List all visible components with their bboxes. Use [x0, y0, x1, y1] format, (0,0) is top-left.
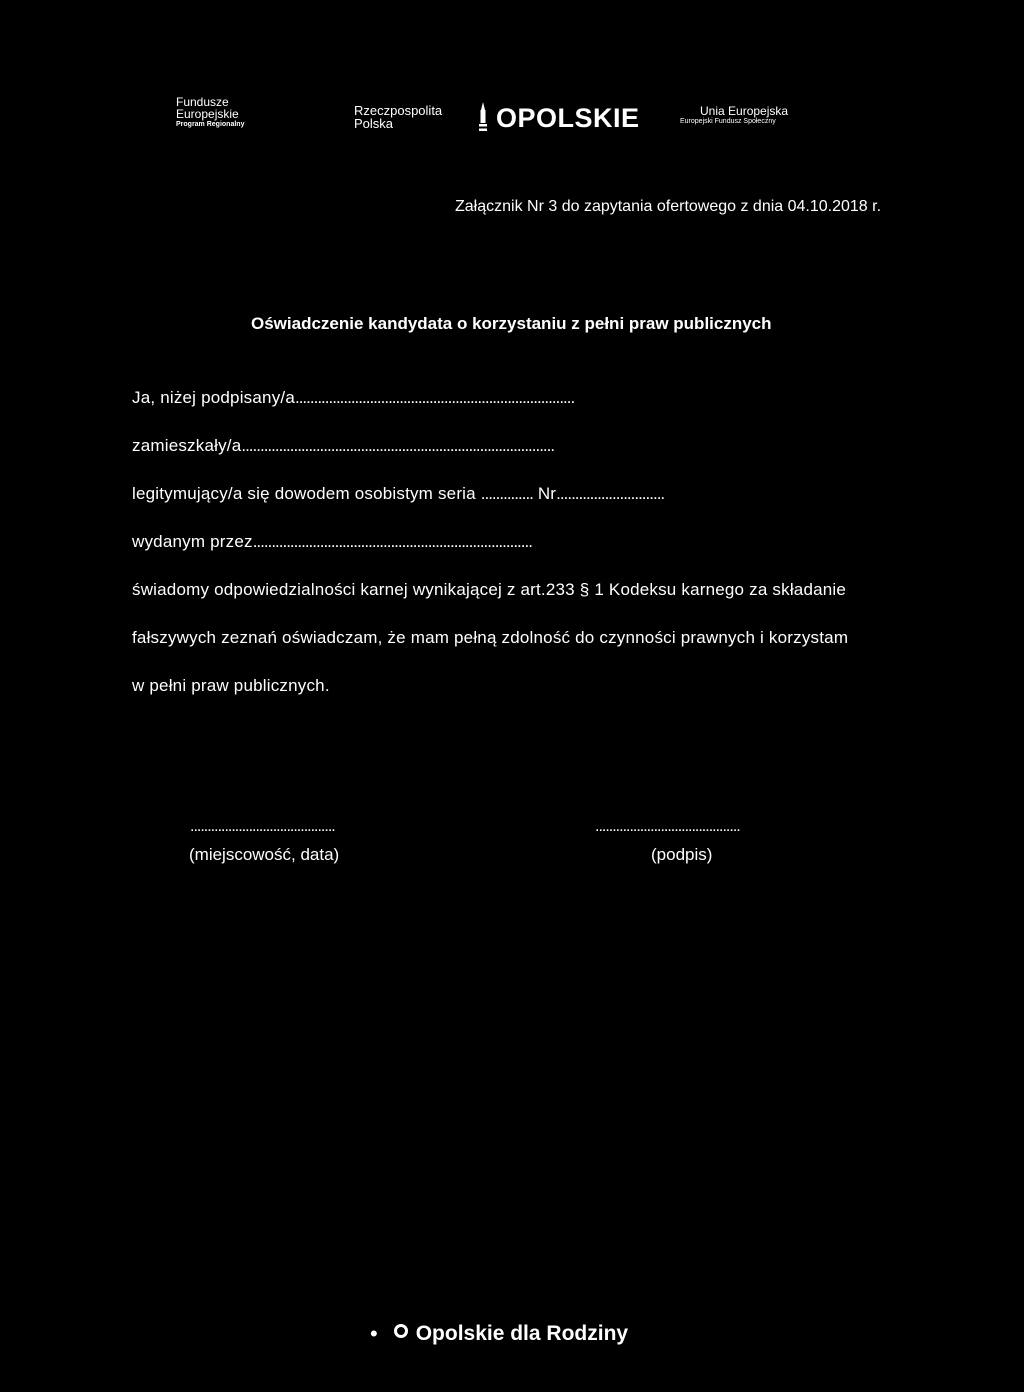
logo-fe-line2: Europejskie: [176, 107, 239, 121]
field-id-label: legitymujący/a się dowodem osobistym seria: [132, 484, 476, 503]
field-issued-dots: ...........................................................................: [252, 532, 532, 551]
attachment-header: Załącznik Nr 3 do zapytania ofertowego z dnia 04.10.2018 r.: [455, 198, 882, 215]
logo-opolskie-word: OPOLSKIE: [496, 103, 640, 133]
field-name-dots: ...........................................................................: [294, 388, 575, 407]
logo-ue-line2: Europejski Fundusz Społeczny: [680, 118, 776, 125]
ring-icon: [394, 1324, 408, 1338]
tower-icon: [478, 102, 488, 132]
logo-fundusze-europejskie: [176, 96, 244, 130]
field-id-nr-label: Nr: [537, 484, 557, 503]
field-name-line: [132, 388, 574, 408]
logo-fe-line1: Fundusze: [176, 95, 229, 109]
footer-slogan-block: [370, 1322, 628, 1346]
statement-line-3: w pełni praw publicznych.: [132, 676, 330, 695]
field-address-line: [132, 436, 554, 456]
signature-sign-dots: ..........................................: [595, 818, 740, 835]
logo-unia-europejska: [680, 105, 788, 127]
logo-rp-line2: Polska: [354, 116, 394, 131]
field-issued-line: [132, 532, 532, 552]
logo-ue-line1: Unia Europejska: [700, 104, 789, 118]
field-name-label: Ja, niżej podpisany/a: [132, 388, 295, 407]
logo-rp-line1: Rzeczpospolita: [354, 103, 443, 118]
signature-place-date-label: (miejscowość, data): [189, 845, 340, 864]
signature-sign-label: (podpis): [651, 845, 713, 864]
field-address-label: zamieszkały/a: [132, 436, 242, 455]
field-address-dots: ....................................................................................: [241, 436, 555, 455]
field-id-series-dots: ..............: [480, 484, 533, 503]
field-issued-label: wydanym przez: [132, 532, 253, 551]
statement-line-1: świadomy odpowiedzialności karnej wynikającej z art.233 § 1 Kodeksu karnego za składanie: [132, 580, 847, 599]
logo-opolskie: [478, 102, 640, 132]
logo-rzeczpospolita-polska: [354, 104, 442, 130]
field-id-line: [132, 484, 664, 504]
signature-place-date-dots: ..........................................: [190, 818, 335, 835]
footer-slogan: Opolskie dla Rodziny: [415, 1322, 629, 1345]
field-id-nr-dots: .............................: [556, 484, 665, 503]
logo-fe-line3: Program Regionalny: [176, 121, 245, 128]
footer-bullet: •: [370, 1321, 378, 1346]
document-title: Oświadczenie kandydata o korzystaniu z pełni praw publicznych: [251, 314, 772, 333]
statement-line-2: fałszywych zeznań oświadczam, że mam pełną zdolność do czynności prawnych i korzystam: [132, 628, 849, 647]
